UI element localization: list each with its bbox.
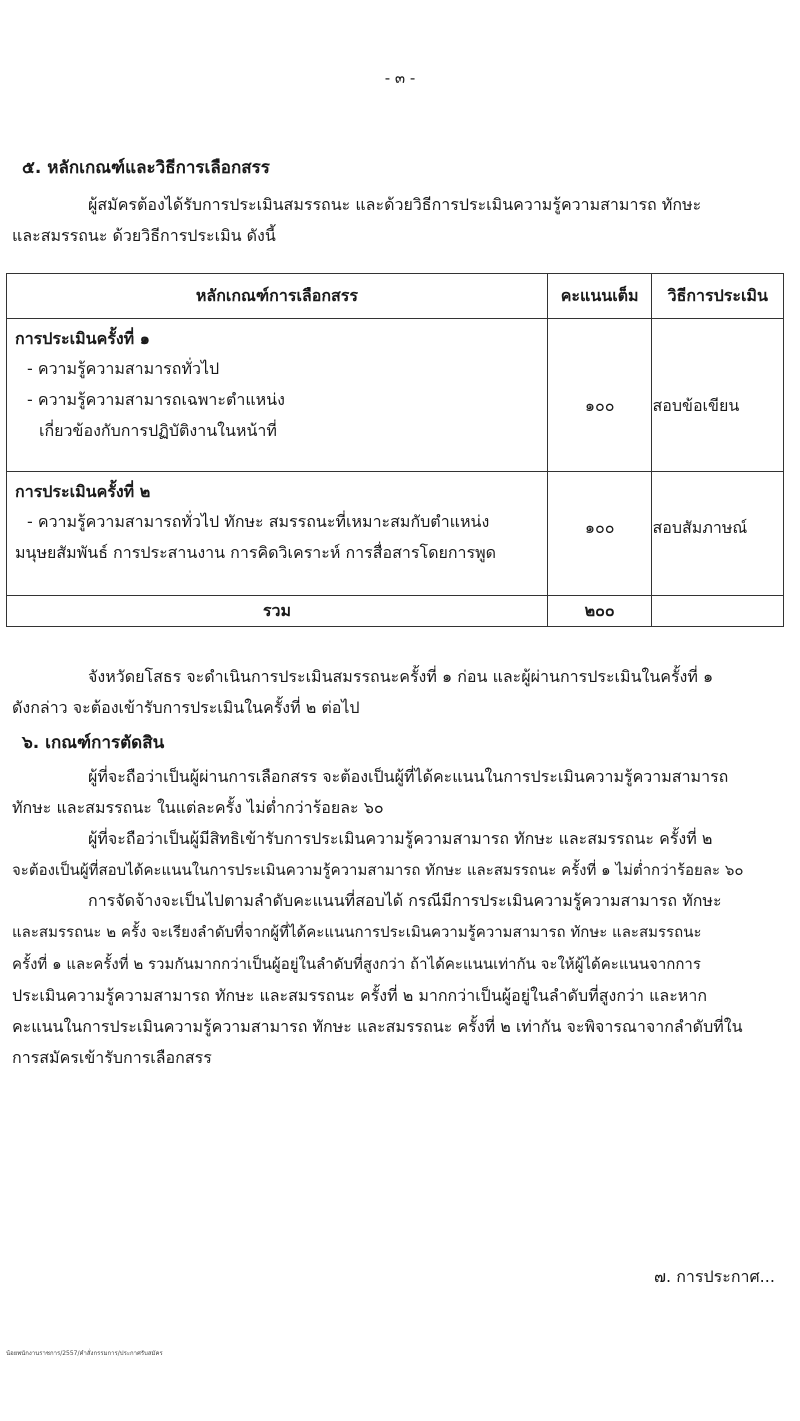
section-5-intro [12, 189, 788, 251]
s6-p1-line-1: ผู้ที่จะถือว่าเป็นผู้ผ่านการเลือกสรร จะต้องเป็นผู้ที่ได้คะแนนในการประเมินความรู้ความสามารถ [88, 767, 729, 786]
s6-p1-line-2: ทักษะ และสมรรถนะ ในแต่ละครั้ง ไม่ต่ำกว่าร้อยละ ๖๐ [12, 798, 384, 817]
round-2-method: สอบสัมภาษณ์ [652, 472, 784, 596]
section-6-paragraph-2 [12, 823, 788, 886]
round-1-item-2: - ความรู้ความสามารถเฉพาะตำแหน่ง [27, 390, 285, 409]
s6-p2-line-1: ผู้ที่จะถือว่าเป็นผู้มีสิทธิเข้ารับการประเมินความรู้ความสามารถ ทักษะ และสมรรถนะ ครั้งที่ ๒ [88, 829, 713, 848]
s6-p3-line-1: การจัดจ้างจะเป็นไปตามลำดับคะแนนที่สอบได้ กรณีมีการประเมินความรู้ความสามารถ ทักษะ [88, 891, 722, 910]
footer-file-path: น้อยพนักงานราชการ/2557/คำสั่งกรรมการ/ประกาศรับสมัคร [6, 1350, 163, 1357]
round-2-title: การประเมินครั้งที่ ๒ [15, 482, 151, 501]
round-2-item-1: - ความรู้ความสามารถทั่วไป ทักษะ สมรรถนะที่เหมาะสมกับตำแหน่ง [27, 512, 490, 531]
round-1-score: ๑๐๐ [547, 319, 652, 472]
s6-p3-line-6: การสมัครเข้ารับการเลือกสรร [12, 1048, 212, 1067]
round-1-title: การประเมินครั้งที่ ๑ [15, 329, 150, 348]
after-table-paragraph [12, 661, 788, 723]
section-5-heading: ๕. หลักเกณฑ์และวิธีการเลือกสรร [22, 158, 270, 178]
table-row-round-2 [7, 472, 784, 596]
s6-p3-line-5: คะแนนในการประเมินความรู้ความสามารถ ทักษะ และสมรรถนะ ครั้งที่ ๒ เท่ากัน จะพิจารณาจากลำดับที่ใน [12, 1017, 743, 1036]
total-method-empty [652, 596, 784, 627]
header-full-score: คะแนนเต็ม [547, 274, 652, 319]
continuation-marker: ๗. การประกาศ... [654, 1267, 775, 1286]
section-6-heading: ๖. เกณฑ์การตัดสิน [22, 733, 165, 753]
s6-p3-line-2: และสมรรถนะ ๒ ครั้ง จะเรียงลำดับที่จากผู้ที่ได้คะแนนการประเมินความรู้ความสามารถ ทักษะ และสมรรถนะ [12, 923, 702, 941]
page-number: - ๓ - [384, 69, 416, 87]
round-1-item-2-cont: เกี่ยวข้องกับการปฏิบัติงานในหน้าที่ [39, 421, 277, 440]
table-row-round-1 [7, 319, 784, 472]
total-label: รวม [7, 596, 548, 627]
s6-p3-line-3: ครั้งที่ ๑ และครั้งที่ ๒ รวมกันมากกว่าเป็นผู้อยู่ในลำดับที่สูงกว่า ถ้าได้คะแนนเท่ากัน จะให้ผู้ได้คะแนนจากการ [12, 955, 701, 973]
round-1-method: สอบข้อเขียน [652, 319, 784, 472]
section-6-paragraph-3 [12, 885, 788, 1073]
header-method: วิธีการประเมิน [652, 274, 784, 319]
table-total-row [7, 596, 784, 627]
after-table-line-2: ดังกล่าว จะต้องเข้ารับการประเมินในครั้งที่ ๒ ต่อไป [12, 698, 360, 717]
s6-p3-line-4: ประเมินความรู้ความสามารถ ทักษะ และสมรรถนะ ครั้งที่ ๒ มากกว่าเป็นผู้อยู่ในลำดับที่สูงกว่า และหาก [12, 986, 708, 1005]
round-2-criteria-cell [7, 472, 548, 596]
header-criteria: หลักเกณฑ์การเลือกสรร [7, 274, 548, 319]
round-1-criteria-cell [7, 319, 548, 472]
section-6-paragraph-1 [12, 761, 788, 823]
round-2-score: ๑๐๐ [547, 472, 652, 596]
table-header-row [7, 274, 784, 319]
section-5-intro-line-2: และสมรรถนะ ด้วยวิธีการประเมิน ดังนี้ [12, 226, 276, 245]
round-2-item-1-cont: มนุษยสัมพันธ์ การประสานงาน การคิดวิเคราะห์ การสื่อสารโดยการพูด [15, 543, 497, 562]
section-5-intro-line-1: ผู้สมัครต้องได้รับการประเมินสมรรถนะ และด้วยวิธีการประเมินความรู้ความสามารถ ทักษะ [88, 195, 702, 214]
s6-p2-line-2: จะต้องเป็นผู้ที่สอบได้คะแนนในการประเมินความรู้ความสามารถ ทักษะ และสมรรถนะ ครั้งที่ ๑ ไม่ต่ำกว่าร้อยละ ๖๐ [12, 861, 744, 879]
total-score: ๒๐๐ [547, 596, 652, 627]
after-table-line-1: จังหวัดยโสธร จะดำเนินการประเมินสมรรถนะครั้งที่ ๑ ก่อน และผู้ผ่านการประเมินในครั้งที่ ๑ [88, 667, 714, 686]
round-1-item-1: - ความรู้ความสามารถทั่วไป [27, 359, 220, 378]
selection-criteria-table [6, 273, 784, 627]
